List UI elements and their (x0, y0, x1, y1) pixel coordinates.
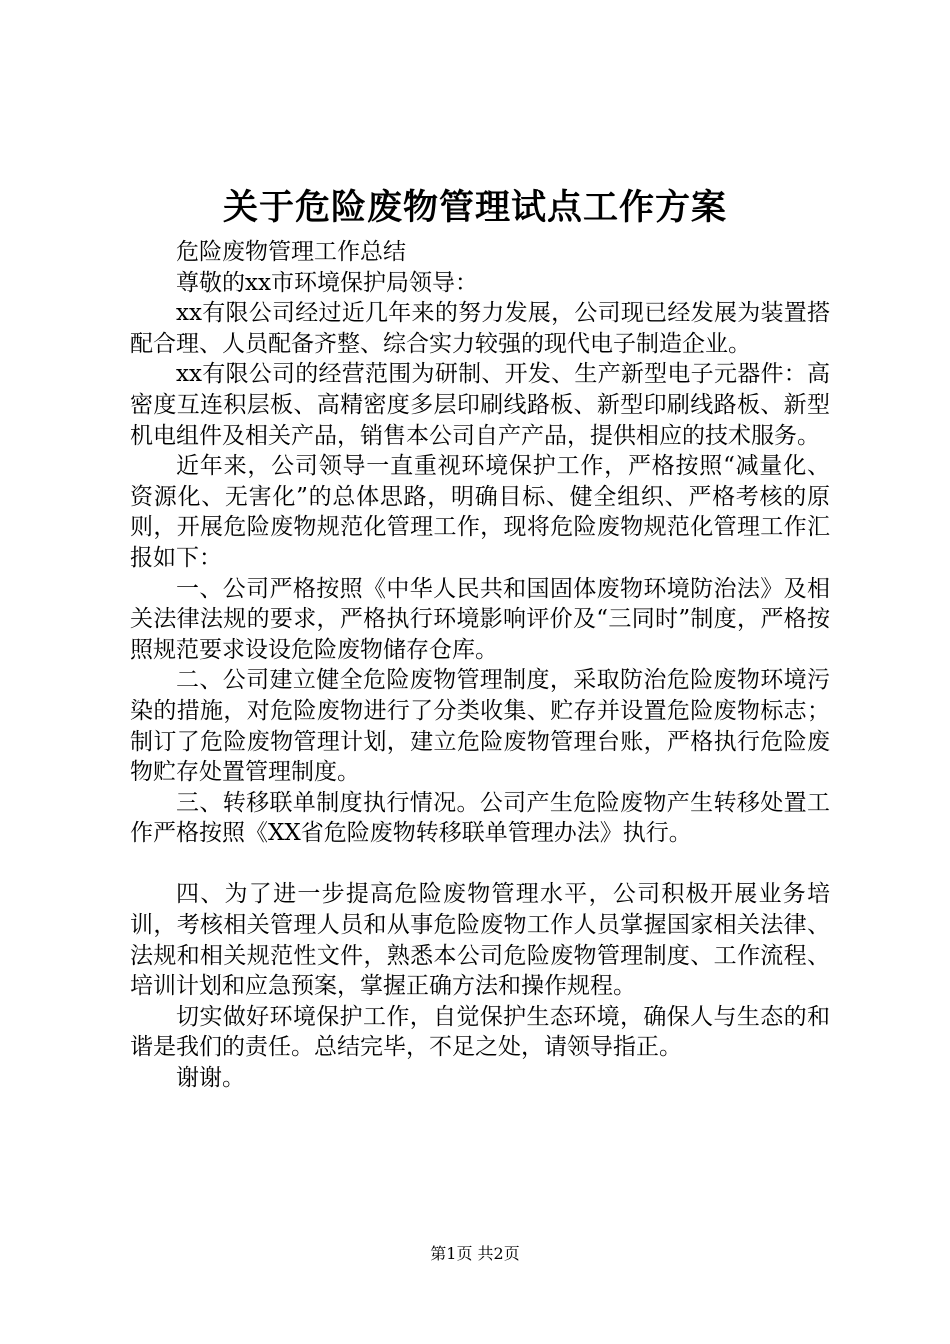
salutation-paragraph: 尊敬的xx市环境保护局领导： (176, 269, 478, 296)
body-paragraph: xx有限公司的经营范围为研制、开发、生产新型电子元器件：高密度互连积层板、高精密度多层印刷线路板、新型印刷线路板、新型机电组件及相关产品，销售本公司自产产品，提供相应的技术服务。 (130, 361, 830, 449)
body-paragraph: 近年来，公司领导一直重视环境保护工作，严格按照“减量化、资源化、无害化”的总体思路，明确目标、健全组织、严格考核的原则，开展危险废物规范化管理工作，现将危险废物规范化管理工作汇报如下： (130, 453, 830, 571)
document-body (130, 237, 830, 1094)
closing-paragraph: 切实做好环境保护工作，自觉保护生态环境，确保人与生态的和谐是我们的责任。总结完毕，不足之处，请领导指正。 (130, 1003, 830, 1061)
body-paragraph: xx有限公司经过近几年来的努力发展，公司现已经发展为装置搭配合理、人员配备齐整、综合实力较强的现代电子制造企业。 (130, 300, 830, 357)
body-paragraph: 三、转移联单制度执行情况。公司产生危险废物产生转移处置工作严格按照《XX省危险废物转移联单管理办法》执行。 (130, 789, 830, 847)
body-paragraph: 二、公司建立健全危险废物管理制度，采取防治危险废物环境污染的措施，对危险废物进行了分类收集、贮存并设置危险废物标志；制订了危险废物管理计划，建立危险废物管理台账，严格执行危险废物贮存处置管理制度。 (130, 667, 830, 786)
thanks-paragraph: 谢谢。 (176, 1065, 245, 1092)
document-title: 关于危险废物管理试点工作方案 (222, 187, 727, 228)
body-paragraph: 一、公司严格按照《中华人民共和国固体废物环境防治法》及相关法律法规的要求，严格执行环境影响评价及“三同时”制度，严格按照规范要求设设危险废物储存仓库。 (130, 575, 830, 663)
body-paragraph: 四、为了进一步提高危险废物管理水平，公司积极开展业务培训，考核相关管理人员和从事危险废物工作人员掌握国家相关法律、法规和相关规范性文件，熟悉本公司危险废物管理制度、工作流程、培训计划和应急预案，掌握正确方法和操作规程。 (130, 881, 830, 1000)
blank-line (130, 849, 830, 880)
page-footer: 第1页 共2页 (430, 1244, 520, 1263)
subtitle-paragraph: 危险废物管理工作总结 (176, 239, 406, 265)
